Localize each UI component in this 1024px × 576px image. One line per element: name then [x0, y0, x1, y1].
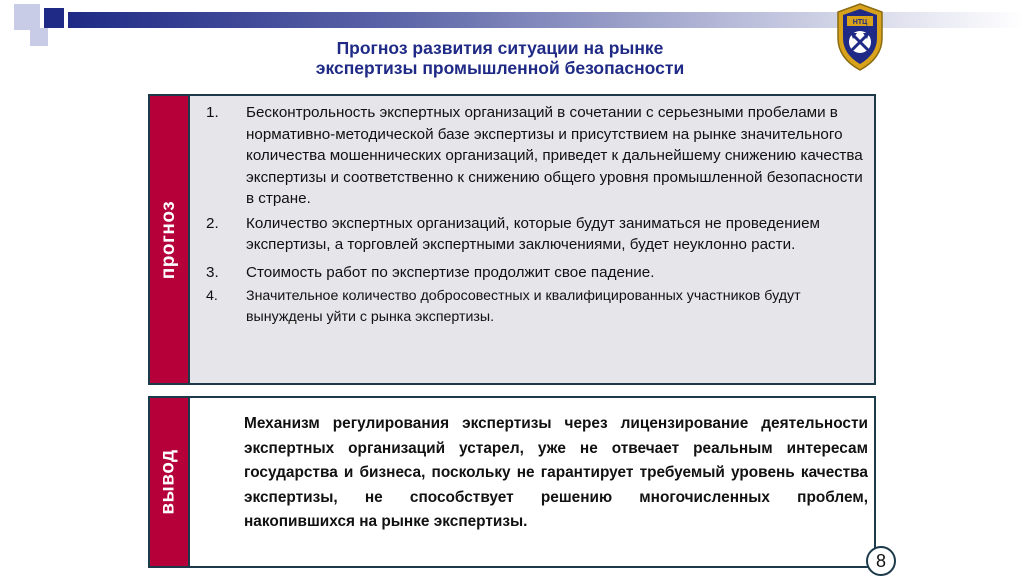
logo-text: НТЦ	[852, 19, 868, 26]
list-item-number: 3.	[206, 263, 219, 281]
conclusion-side-label	[150, 398, 190, 566]
list-item	[206, 213, 866, 256]
company-logo	[834, 2, 886, 72]
decor-square	[14, 4, 40, 30]
page-number: 8	[866, 546, 896, 576]
prognosis-label: прогноз	[158, 200, 180, 279]
list-item-text: Стоимость работ по экспертизе продолжит свое падение.	[246, 263, 655, 281]
prognosis-side-label	[150, 96, 190, 383]
list-item-text: Значительное количество добросовестных и квалифицированных участников будут вынуждены уйти с рынка экспертизы.	[246, 288, 801, 325]
decor-square	[44, 8, 64, 28]
slide-title-line1: Прогноз развития ситуации на рынке	[336, 38, 664, 58]
slide-title	[230, 38, 770, 78]
list-item	[206, 102, 866, 210]
list-item	[206, 262, 866, 284]
slide-title-line2: экспертизы промышленной безопасности	[315, 58, 685, 78]
conclusion-text: Механизм регулирования экспертизы через лицензирование деятельности экспертных организаций устарел, уже не отвечает реальным интересам государства и бизнеса, поскольку не гарантирует требуемый уровень качества экспертизы, не способствует решению многочисленных проблем, накопившихся на рынке экспертизы.	[244, 415, 868, 530]
list-item-number: 2.	[206, 214, 219, 232]
list-item-number: 4.	[206, 288, 218, 304]
list-item	[206, 286, 866, 328]
list-item-text: Бесконтрольность экспертных организаций в сочетании с серьезными пробелами в нормативно-методической базе экспертизы и присутствием на рынке значительного количества мошеннических организаций, приведет к дальнейшему снижению качества экспертизы и соответственно к снижению общего уровня промышленной безопасности в стране.	[246, 104, 863, 207]
decor-square	[30, 28, 48, 46]
conclusion-block	[148, 396, 876, 568]
list-item-number: 1.	[206, 104, 219, 121]
conclusion-label: вывод	[158, 449, 180, 515]
list-item-text: Количество экспертных организаций, которые будут заниматься не проведением экспертизы, а торговлей экспертными заключениями, будет неуклонно расти.	[246, 214, 820, 253]
prognosis-list	[206, 102, 866, 331]
prognosis-block	[148, 94, 876, 385]
